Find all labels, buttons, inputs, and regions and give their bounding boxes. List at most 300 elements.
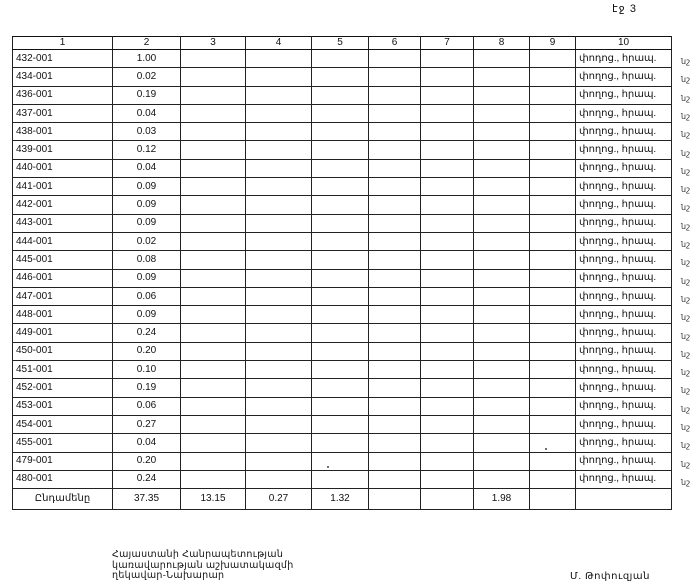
empty-cell (474, 287, 530, 305)
land-use-status: փողոց., հրապ. (576, 86, 672, 104)
empty-cell (181, 361, 246, 379)
empty-cell (421, 232, 474, 250)
empty-cell (530, 379, 576, 397)
column-header: 4 (246, 37, 312, 50)
total-value (530, 489, 576, 510)
header-row (13, 37, 672, 50)
total-value: 0.27 (246, 489, 312, 510)
area-value: 0.08 (113, 251, 181, 269)
table-row (13, 232, 672, 250)
empty-cell (421, 141, 474, 159)
margin-mark: նշ (681, 313, 691, 323)
empty-cell (181, 379, 246, 397)
empty-cell (369, 123, 421, 141)
parcel-code: 443-001 (13, 214, 113, 232)
empty-cell (181, 324, 246, 342)
margin-mark: նշ (681, 203, 691, 213)
table-row (13, 50, 672, 68)
empty-cell (474, 342, 530, 360)
parcel-code: 442-001 (13, 196, 113, 214)
total-value (576, 489, 672, 510)
empty-cell (246, 159, 312, 177)
parcel-code: 448-001 (13, 306, 113, 324)
table-row (13, 214, 672, 232)
table-row (13, 141, 672, 159)
empty-cell (181, 342, 246, 360)
land-use-status: փողոց., հրապ. (576, 251, 672, 269)
empty-cell (474, 178, 530, 196)
column-header: 7 (421, 37, 474, 50)
empty-cell (312, 269, 369, 287)
totals-row (13, 489, 672, 510)
margin-mark: նշ (681, 441, 691, 451)
table-row (13, 379, 672, 397)
table-row (13, 86, 672, 104)
total-value (421, 489, 474, 510)
empty-cell (474, 324, 530, 342)
table-row (13, 287, 672, 305)
margin-mark: նշ (681, 331, 691, 341)
signatory-title-line: Հայաստանի Հանրապետության (112, 549, 284, 560)
empty-cell (312, 214, 369, 232)
land-use-status: փողոց., հրապ. (576, 104, 672, 122)
land-use-status: փողոց., հրապ. (576, 196, 672, 214)
signatory-title (112, 550, 294, 582)
empty-cell (312, 342, 369, 360)
empty-cell (369, 470, 421, 488)
empty-cell (474, 68, 530, 86)
totals-label: Ընդամենը (13, 489, 113, 510)
empty-cell (246, 415, 312, 433)
parcel-code: 455-001 (13, 434, 113, 452)
land-use-status: փողոց., հրապ. (576, 141, 672, 159)
margin-mark: նշ (681, 459, 691, 469)
empty-cell (421, 324, 474, 342)
land-use-status: փողոց., հրապ. (576, 470, 672, 488)
empty-cell (474, 50, 530, 68)
empty-cell (369, 251, 421, 269)
empty-cell (246, 50, 312, 68)
land-use-status: փողոց., հրապ. (576, 361, 672, 379)
margin-mark: նշ (681, 57, 691, 66)
parcel-code: 454-001 (13, 415, 113, 433)
empty-cell (312, 470, 369, 488)
land-use-status: փողոց., հրապ. (576, 342, 672, 360)
parcel-code: 436-001 (13, 86, 113, 104)
empty-cell (181, 269, 246, 287)
margin-mark: նշ (681, 75, 691, 85)
total-value: 37.35 (113, 489, 181, 510)
total-value (369, 489, 421, 510)
empty-cell (474, 251, 530, 269)
empty-cell (181, 306, 246, 324)
margin-mark: նշ (681, 258, 691, 268)
area-value: 0.19 (113, 86, 181, 104)
land-use-status: փողոց., հրապ. (576, 434, 672, 452)
area-value: 0.04 (113, 104, 181, 122)
empty-cell (474, 470, 530, 488)
area-value: 0.24 (113, 324, 181, 342)
area-value: 0.09 (113, 306, 181, 324)
empty-cell (369, 379, 421, 397)
empty-cell (312, 361, 369, 379)
margin-mark: նշ (681, 221, 691, 231)
empty-cell (181, 214, 246, 232)
land-parcel-table (12, 36, 672, 510)
area-value: 0.09 (113, 178, 181, 196)
empty-cell (246, 397, 312, 415)
empty-cell (421, 178, 474, 196)
empty-cell (181, 232, 246, 250)
empty-cell (312, 452, 369, 470)
empty-cell (246, 306, 312, 324)
land-use-status: փողոց., հրապ. (576, 178, 672, 196)
empty-cell (530, 415, 576, 433)
empty-cell (246, 178, 312, 196)
margin-mark: նշ (681, 477, 691, 487)
empty-cell (369, 287, 421, 305)
land-use-status: փողոց., հրապ. (576, 214, 672, 232)
total-value: 13.15 (181, 489, 246, 510)
parcel-code: 479-001 (13, 452, 113, 470)
empty-cell (474, 123, 530, 141)
empty-cell (369, 415, 421, 433)
empty-cell (530, 361, 576, 379)
area-value: 0.27 (113, 415, 181, 433)
land-use-status: փողոց., հրապ. (576, 68, 672, 86)
empty-cell (181, 434, 246, 452)
empty-cell (312, 68, 369, 86)
empty-cell (181, 452, 246, 470)
parcel-code: 453-001 (13, 397, 113, 415)
margin-mark: նշ (681, 185, 691, 195)
empty-cell (312, 86, 369, 104)
empty-cell (246, 104, 312, 122)
empty-cell (246, 86, 312, 104)
empty-cell (369, 86, 421, 104)
parcel-code: 432-001 (13, 50, 113, 68)
empty-cell (530, 452, 576, 470)
parcel-code: 434-001 (13, 68, 113, 86)
column-header: 10 (576, 37, 672, 50)
empty-cell (474, 415, 530, 433)
empty-cell (181, 50, 246, 68)
parcel-code: 480-001 (13, 470, 113, 488)
empty-cell (181, 178, 246, 196)
empty-cell (474, 434, 530, 452)
empty-cell (421, 397, 474, 415)
empty-cell (369, 50, 421, 68)
column-header: 3 (181, 37, 246, 50)
land-use-status: փողոց., հրապ. (576, 232, 672, 250)
empty-cell (181, 251, 246, 269)
margin-mark: նշ (681, 93, 691, 103)
parcel-code: 445-001 (13, 251, 113, 269)
empty-cell (421, 379, 474, 397)
table-row (13, 342, 672, 360)
margin-mark: նշ (681, 240, 691, 249)
empty-cell (369, 342, 421, 360)
empty-cell (421, 214, 474, 232)
empty-cell (421, 434, 474, 452)
empty-cell (474, 232, 530, 250)
empty-cell (530, 141, 576, 159)
empty-cell (181, 86, 246, 104)
parcel-code: 444-001 (13, 232, 113, 250)
column-header: 1 (13, 37, 113, 50)
area-value: 0.09 (113, 196, 181, 214)
empty-cell (312, 415, 369, 433)
empty-cell (312, 306, 369, 324)
area-value: 0.06 (113, 287, 181, 305)
empty-cell (181, 287, 246, 305)
empty-cell (246, 324, 312, 342)
empty-cell (312, 287, 369, 305)
area-value: 0.24 (113, 470, 181, 488)
area-value: 0.10 (113, 361, 181, 379)
parcel-code: 449-001 (13, 324, 113, 342)
signatory-title-line: կառավարության աշխատակազմի (112, 559, 294, 571)
parcel-code: 451-001 (13, 361, 113, 379)
margin-mark: նշ (681, 368, 691, 378)
empty-cell (421, 361, 474, 379)
area-value: 1.00 (113, 50, 181, 68)
table-row (13, 470, 672, 488)
empty-cell (369, 178, 421, 196)
empty-cell (474, 86, 530, 104)
margin-mark: նշ (681, 423, 691, 432)
margin-mark: նշ (681, 148, 691, 158)
empty-cell (530, 68, 576, 86)
table-row (13, 104, 672, 122)
land-use-status: փողոց., հրապ. (576, 123, 672, 141)
page-number: էջ 3 (612, 3, 637, 15)
area-value: 0.04 (113, 159, 181, 177)
table-row (13, 269, 672, 287)
table-row (13, 397, 672, 415)
empty-cell (421, 68, 474, 86)
area-value: 0.06 (113, 397, 181, 415)
empty-cell (530, 50, 576, 68)
total-value: 1.98 (474, 489, 530, 510)
empty-cell (421, 470, 474, 488)
empty-cell (181, 68, 246, 86)
empty-cell (312, 232, 369, 250)
empty-cell (474, 159, 530, 177)
empty-cell (246, 361, 312, 379)
empty-cell (369, 452, 421, 470)
empty-cell (530, 104, 576, 122)
empty-cell (369, 104, 421, 122)
empty-cell (530, 397, 576, 415)
empty-cell (369, 214, 421, 232)
empty-cell (530, 324, 576, 342)
empty-cell (421, 251, 474, 269)
land-use-status: փողոց., հրապ. (576, 306, 672, 324)
table-row (13, 361, 672, 379)
empty-cell (474, 104, 530, 122)
empty-cell (474, 214, 530, 232)
empty-cell (421, 104, 474, 122)
empty-cell (369, 324, 421, 342)
empty-cell (369, 141, 421, 159)
parcel-code: 437-001 (13, 104, 113, 122)
empty-cell (181, 159, 246, 177)
area-value: 0.03 (113, 123, 181, 141)
table-row (13, 159, 672, 177)
empty-cell (246, 287, 312, 305)
empty-cell (421, 415, 474, 433)
empty-cell (246, 214, 312, 232)
table-row (13, 434, 672, 452)
empty-cell (421, 342, 474, 360)
land-use-status: փողոց., հրապ. (576, 379, 672, 397)
table-row (13, 251, 672, 269)
empty-cell (530, 269, 576, 287)
table-row (13, 415, 672, 433)
area-value: 0.09 (113, 269, 181, 287)
area-value: 0.20 (113, 342, 181, 360)
land-use-status: փոդոց., հրապ. (576, 50, 672, 68)
table-row (13, 123, 672, 141)
empty-cell (421, 86, 474, 104)
margin-mark: նշ (681, 386, 691, 396)
table-row (13, 178, 672, 196)
signatory-name: Մ. Թոփուզյան (570, 571, 650, 582)
empty-cell (474, 141, 530, 159)
scan-speck (545, 448, 547, 450)
land-use-status: փողոց., հրապ. (576, 269, 672, 287)
empty-cell (181, 196, 246, 214)
empty-cell (530, 214, 576, 232)
margin-mark: նշ (681, 349, 691, 359)
empty-cell (369, 306, 421, 324)
empty-cell (369, 269, 421, 287)
empty-cell (421, 159, 474, 177)
empty-cell (530, 306, 576, 324)
area-value: 0.02 (113, 232, 181, 250)
empty-cell (474, 452, 530, 470)
empty-cell (181, 397, 246, 415)
empty-cell (530, 342, 576, 360)
area-value: 0.02 (113, 68, 181, 86)
empty-cell (312, 50, 369, 68)
empty-cell (369, 159, 421, 177)
empty-cell (474, 379, 530, 397)
empty-cell (421, 306, 474, 324)
empty-cell (369, 361, 421, 379)
empty-cell (369, 434, 421, 452)
empty-cell (246, 342, 312, 360)
empty-cell (312, 178, 369, 196)
empty-cell (421, 287, 474, 305)
empty-cell (312, 379, 369, 397)
column-header: 2 (113, 37, 181, 50)
empty-cell (421, 123, 474, 141)
empty-cell (312, 324, 369, 342)
table-row (13, 196, 672, 214)
table-row (13, 452, 672, 470)
area-value: 0.19 (113, 379, 181, 397)
empty-cell (530, 159, 576, 177)
area-value: 0.20 (113, 452, 181, 470)
empty-cell (246, 141, 312, 159)
empty-cell (246, 196, 312, 214)
empty-cell (312, 123, 369, 141)
empty-cell (530, 86, 576, 104)
margin-mark: նշ (681, 276, 691, 286)
margin-mark: նշ (681, 294, 691, 304)
parcel-code: 452-001 (13, 379, 113, 397)
empty-cell (369, 397, 421, 415)
empty-cell (369, 196, 421, 214)
empty-cell (530, 470, 576, 488)
empty-cell (181, 104, 246, 122)
empty-cell (421, 269, 474, 287)
margin-mark: նշ (681, 111, 691, 121)
empty-cell (246, 251, 312, 269)
margin-mark: նշ (681, 166, 691, 176)
column-header: 9 (530, 37, 576, 50)
empty-cell (530, 196, 576, 214)
land-use-status: փողոց., հրապ. (576, 324, 672, 342)
table-row (13, 306, 672, 324)
empty-cell (530, 251, 576, 269)
empty-cell (312, 159, 369, 177)
parcel-code: 440-001 (13, 159, 113, 177)
empty-cell (312, 251, 369, 269)
empty-cell (421, 452, 474, 470)
empty-cell (421, 196, 474, 214)
total-value: 1.32 (312, 489, 369, 510)
empty-cell (246, 470, 312, 488)
empty-cell (181, 470, 246, 488)
empty-cell (181, 415, 246, 433)
land-use-status: փողոց., հրապ. (576, 397, 672, 415)
empty-cell (312, 397, 369, 415)
parcel-code: 450-001 (13, 342, 113, 360)
empty-cell (474, 306, 530, 324)
margin-mark: նշ (681, 130, 691, 140)
land-use-status: փողոց., հրապ. (576, 159, 672, 177)
column-header: 8 (474, 37, 530, 50)
empty-cell (474, 397, 530, 415)
area-value: 0.12 (113, 141, 181, 159)
empty-cell (246, 434, 312, 452)
column-header: 6 (369, 37, 421, 50)
empty-cell (246, 452, 312, 470)
empty-cell (530, 434, 576, 452)
column-header: 5 (312, 37, 369, 50)
table-row (13, 324, 672, 342)
table-row (13, 68, 672, 86)
empty-cell (246, 68, 312, 86)
empty-cell (530, 123, 576, 141)
land-use-status: փողոց., հրապ. (576, 287, 672, 305)
area-value: 0.09 (113, 214, 181, 232)
parcel-code: 446-001 (13, 269, 113, 287)
empty-cell (181, 123, 246, 141)
empty-cell (474, 269, 530, 287)
land-use-status: փողոց., հրապ. (576, 415, 672, 433)
parcel-code: 438-001 (13, 123, 113, 141)
empty-cell (246, 379, 312, 397)
empty-cell (369, 232, 421, 250)
empty-cell (530, 178, 576, 196)
empty-cell (312, 141, 369, 159)
area-value: 0.04 (113, 434, 181, 452)
empty-cell (312, 196, 369, 214)
